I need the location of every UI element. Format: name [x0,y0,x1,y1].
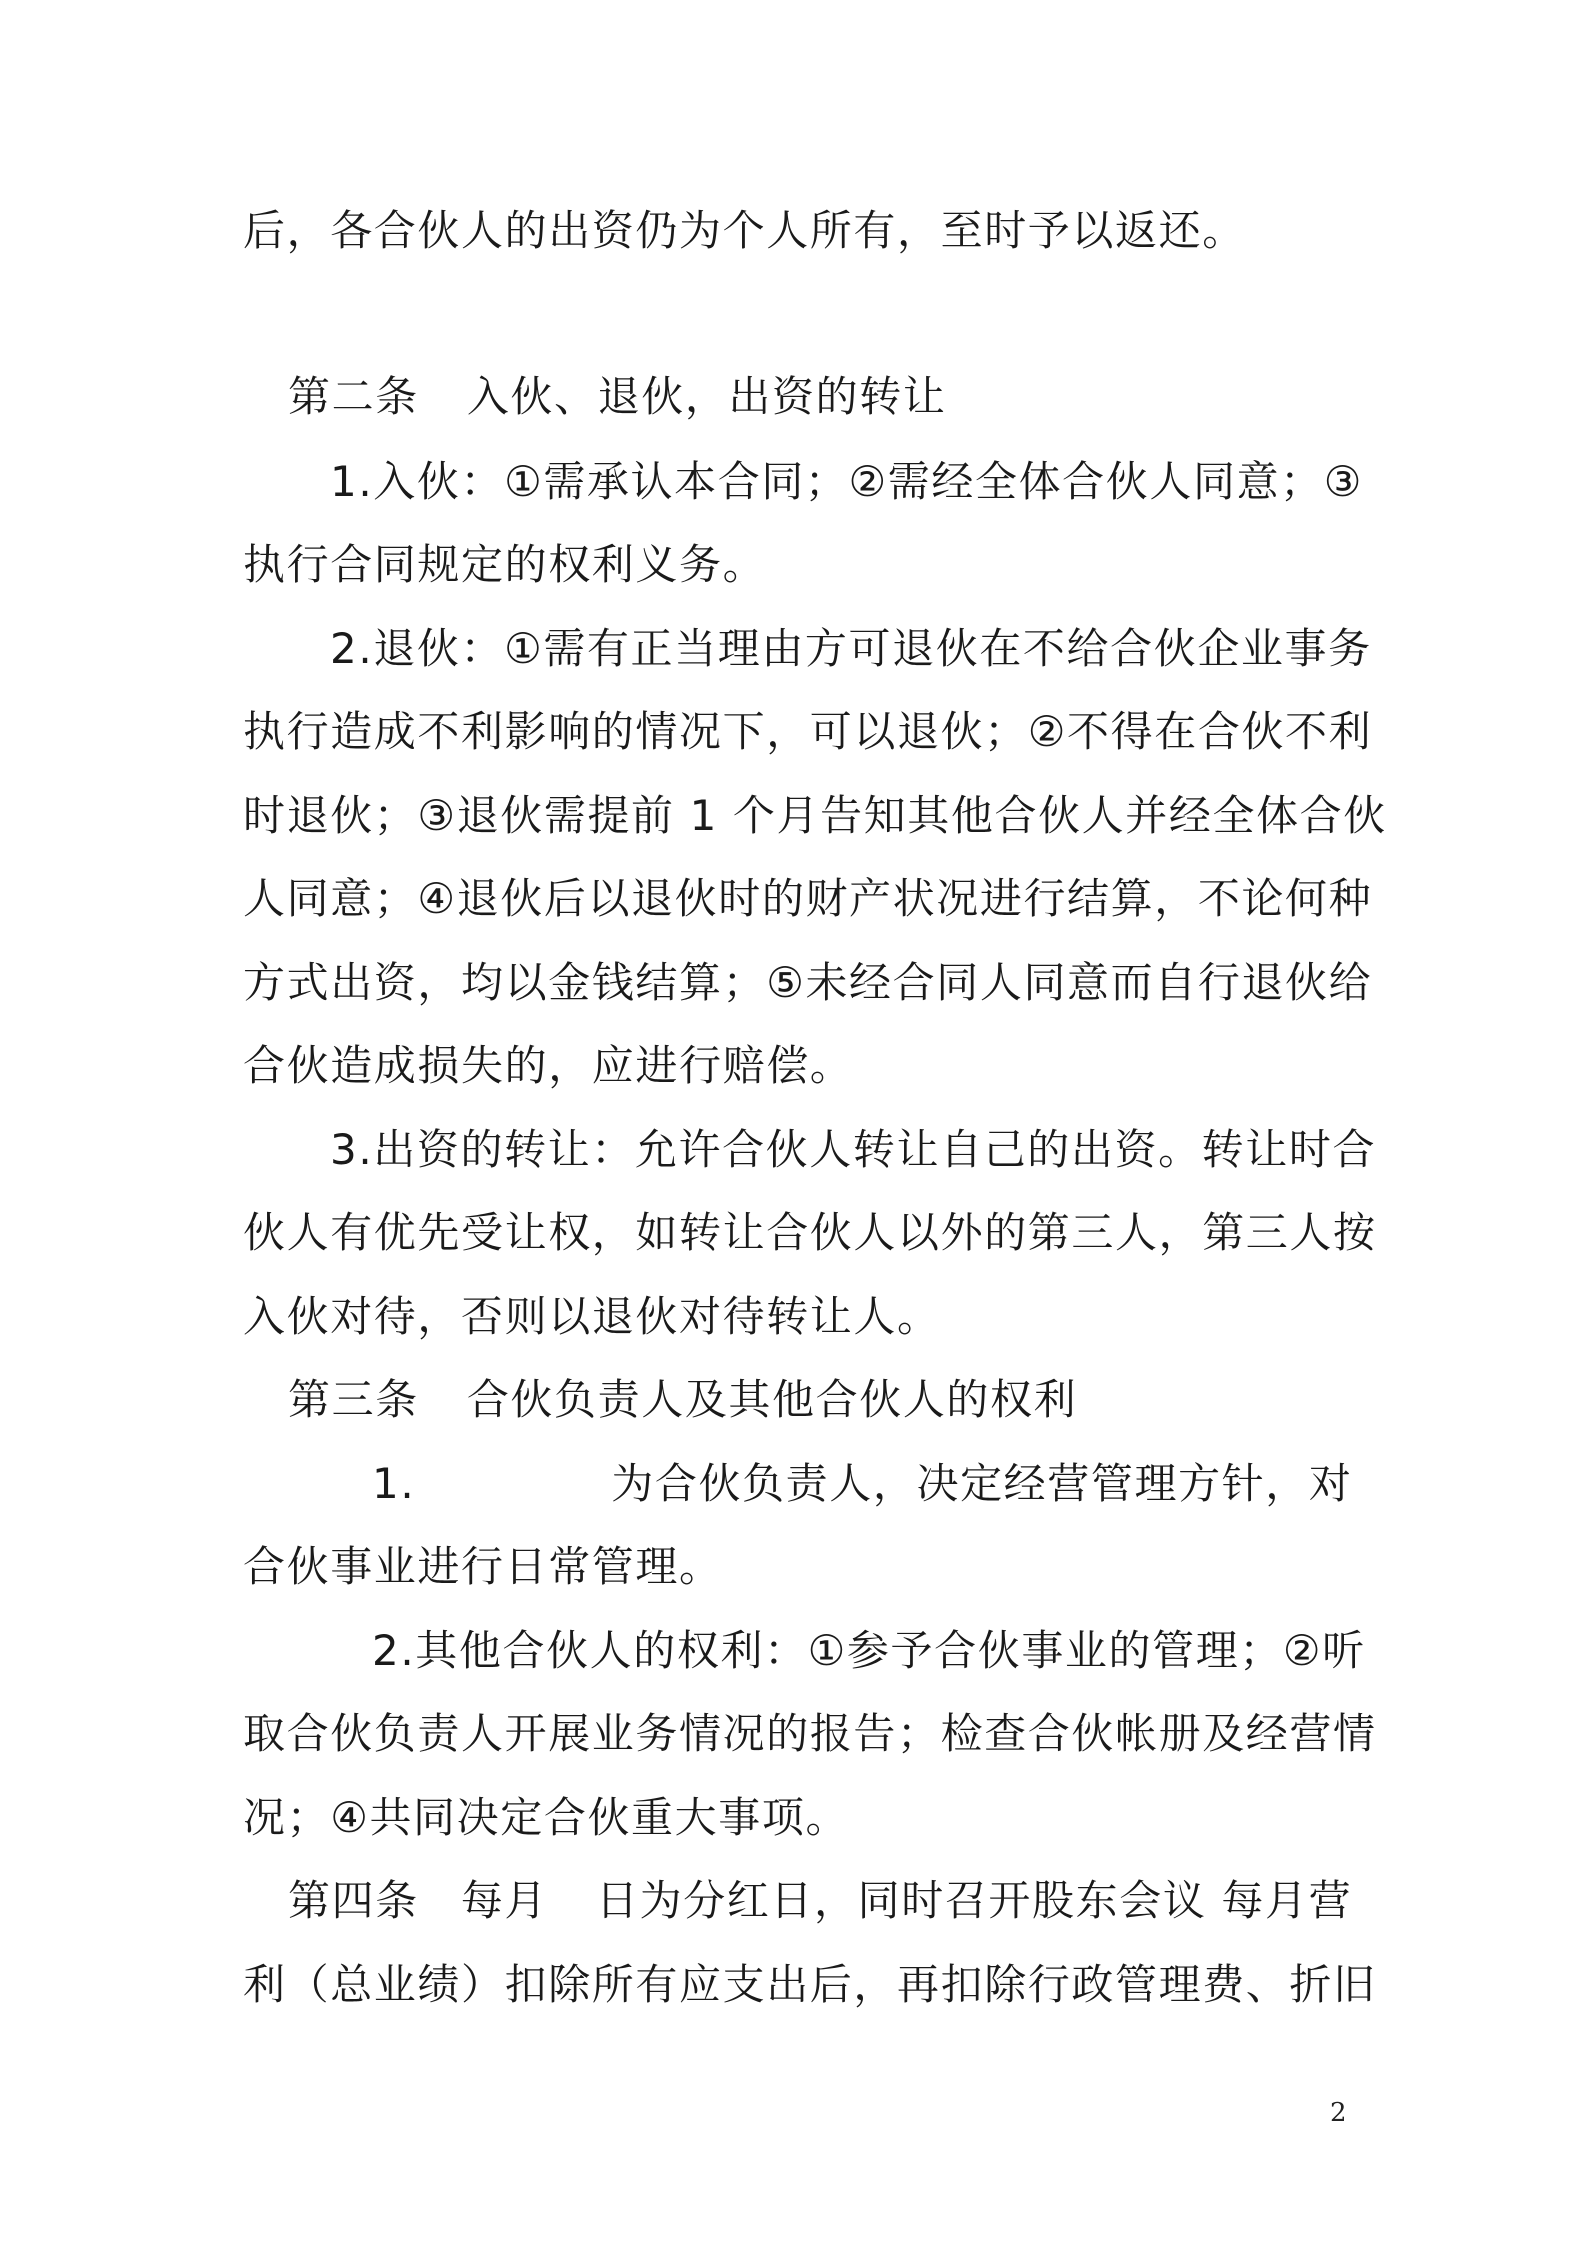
paragraph-line: 合伙事业进行日常管理。 [243,1542,723,1591]
page-number: 2 [1330,2098,1347,2128]
paragraph-line: 况；④共同决定合伙重大事项。 [243,1793,850,1842]
paragraph-line: 执行合同规定的权利义务。 [243,540,767,589]
article-title: 入伙、退伙，出资的转让 [466,372,947,421]
paragraph-line: 利（总业绩）扣除所有应支出后，再扣除行政管理费、折旧 [243,1960,1377,2009]
paragraph-line: 1.入伙：①需承认本合同；②需经全体合伙人同意；③ [330,457,1364,506]
article-number: 第二条 [288,372,419,421]
article-4-heading: 第四条 每月 日为分红日，同时召开股东会议 每月营 [288,1876,1353,1925]
paragraph-line: 取合伙负责人开展业务情况的报告；检查合伙帐册及经营情 [243,1709,1377,1758]
paragraph-line: 2.其他合伙人的权利：①参予合伙事业的管理；②听 [372,1626,1366,1675]
paragraph-line: 3.出资的转让：允许合伙人转让自己的出资。转让时合 [330,1125,1377,1174]
paragraph-line: 入伙对待，否则以退伙对待转让人。 [243,1292,941,1341]
paragraph-line: 2.退伙：①需有正当理由方可退伙在不给合伙企业事务 [330,624,1372,673]
article-2-heading [288,372,1388,422]
paragraph-line: 合伙造成损失的，应进行赔偿。 [243,1041,854,1090]
article-3-heading [288,1375,1388,1425]
paragraph-line: 后，各合伙人的出资仍为个人所有，至时予以返还。 [243,206,1246,255]
paragraph-line: 方式出资，均以金钱结算；⑤未经合同人同意而自行退伙给 [243,958,1373,1007]
paragraph-line: 执行造成不利影响的情况下，可以退伙；②不得在合伙不利 [243,707,1373,756]
paragraph-line: 伙人有优先受让权，如转让合伙人以外的第三人，第三人按 [243,1208,1377,1257]
article-title: 合伙负责人及其他合伙人的权利 [466,1375,1078,1424]
article-number: 第四条 [288,1876,419,1925]
paragraph-line: 1. 为合伙负责人，决定经营管理方针，对 [372,1459,1353,1508]
paragraph-line: 人同意；④退伙后以退伙时的财产状况进行结算，不论何种 [243,874,1373,923]
paragraph-line: 时退伙；③退伙需提前 1 个月告知其他合伙人并经全体合伙 [243,791,1387,840]
article-number: 第三条 [288,1375,419,1424]
